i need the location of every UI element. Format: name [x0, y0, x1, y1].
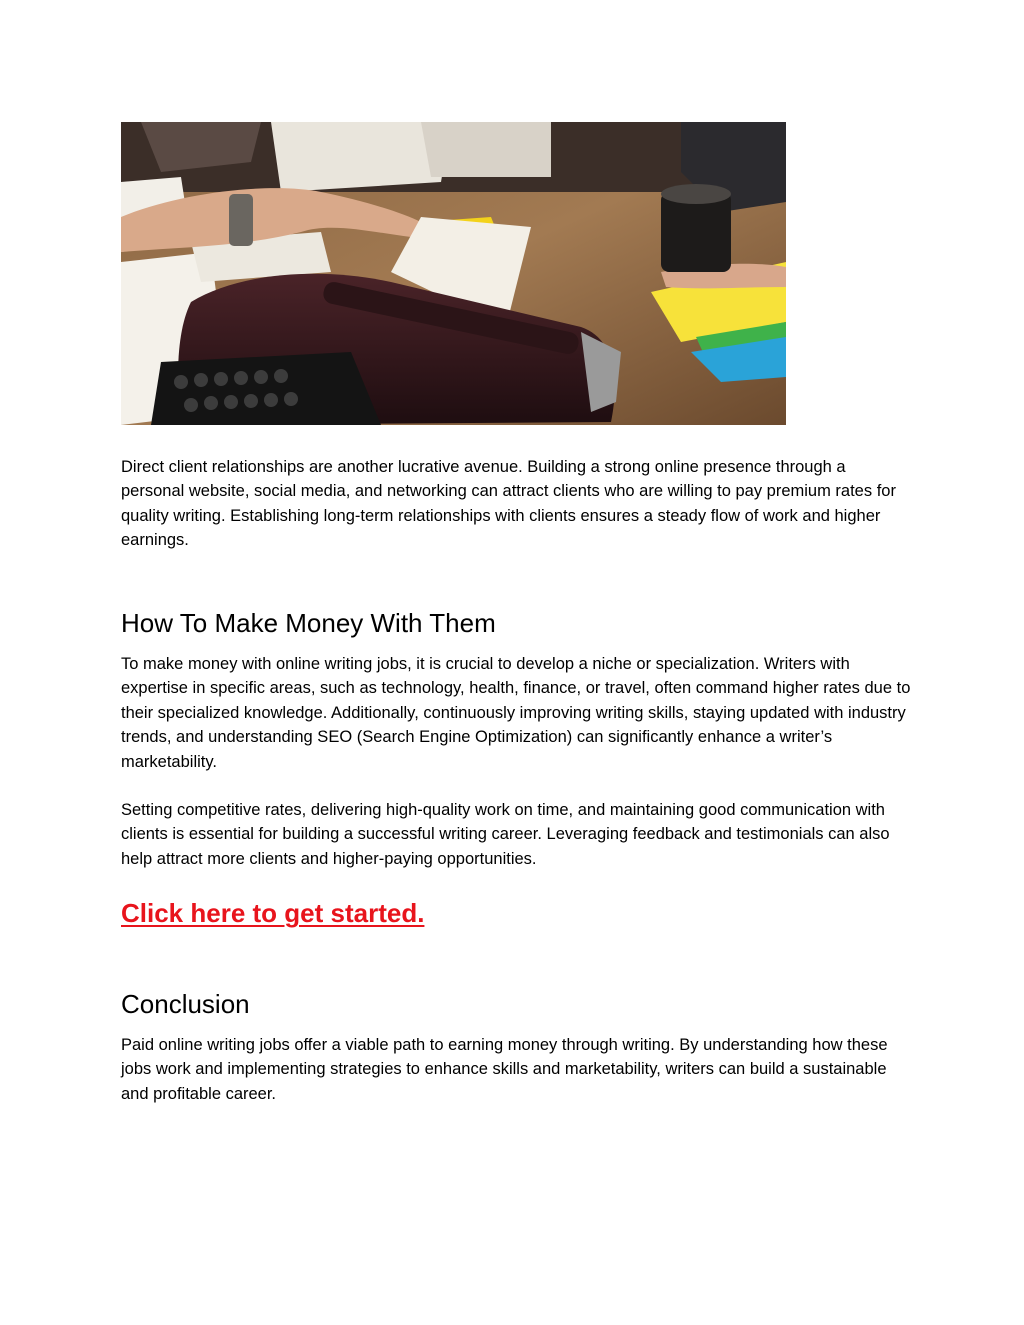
heading-conclusion: Conclusion	[121, 989, 250, 1019]
paragraph-conclusion: Paid online writing jobs offer a viable path to earning money through writing. By understanding how these jobs work and implementing strategies to enhance skills and marketability, writers can build a sustainable and profitable career.	[121, 1036, 888, 1103]
heading-how-to-make-money: How To Make Money With Them	[121, 608, 496, 638]
paragraph-make-money-niche: To make money with online writing jobs, it is crucial to develop a niche or specialization. Writers with expertise in specific areas, such as technology, health, finance, or travel, often command higher rates due to their specialized knowledge. Additionally, continuously improving writing skills, staying updated with industry trends, and understanding SEO (Search Engine Optimization) can significantly enhance a writer’s marketability.	[121, 655, 911, 771]
paragraph-direct-clients: Direct client relationships are another lucrative avenue. Building a strong online presence through a personal website, social media, and networking can attract clients who are willing to pay premium rates for quality writing. Establishing long-term relationships with clients ensures a steady flow of work and higher earnings.	[121, 458, 896, 550]
paragraph-make-money-rates: Setting competitive rates, delivering high-quality work on time, and maintaining good communication with clients is essential for building a successful writing career. Leveraging feedback and testimonials can also help attract more clients and higher-paying opportunities.	[121, 801, 890, 868]
cta-line	[121, 897, 424, 929]
typewriter-photo	[121, 122, 786, 425]
get-started-link[interactable]: Click here to get started.	[121, 898, 425, 928]
